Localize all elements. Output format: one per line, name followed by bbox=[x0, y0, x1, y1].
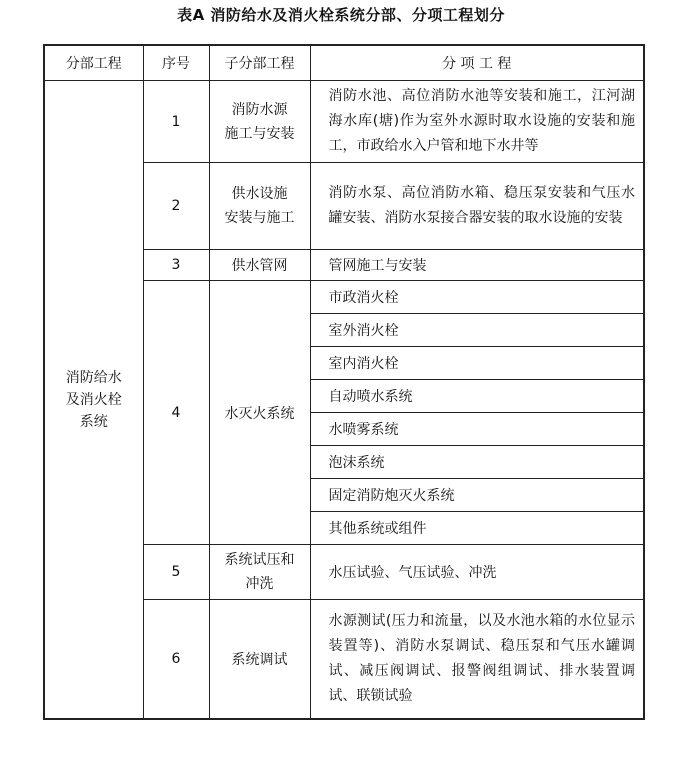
seq-cell: 6 bbox=[143, 600, 209, 720]
division-name-line: 系统 bbox=[79, 413, 108, 430]
subdivision-line: 消防水源 bbox=[231, 101, 288, 118]
header-division: 分部工程 bbox=[44, 45, 143, 81]
item-cell: 室内消火栓 bbox=[310, 347, 644, 380]
seq-cell: 5 bbox=[143, 545, 209, 600]
item-cell: 固定消防炮灭火系统 bbox=[310, 479, 644, 512]
subdivision-cell: 系统调试 bbox=[209, 600, 310, 720]
item-cell: 水喷雾系统 bbox=[310, 413, 644, 446]
subdivision-line: 冲洗 bbox=[245, 576, 274, 592]
subdivision-line: 施工与安装 bbox=[224, 125, 295, 142]
subdivision-cell bbox=[209, 81, 310, 163]
seq-cell: 1 bbox=[143, 81, 209, 163]
header-items: 分 项 工 程 bbox=[310, 45, 644, 81]
subdivision-cell bbox=[209, 545, 310, 600]
table-title: 表A 消防给水及消火栓系统分部、分项工程划分 bbox=[177, 6, 505, 24]
division-name-cell bbox=[44, 81, 143, 720]
item-cell: 消防水泵、高位消防水箱、稳压泵安装和气压水罐安装、消防水泵接合器安装的取水设施的安装 bbox=[310, 163, 644, 250]
item-cell: 消防水池、高位消防水池等安装和施工，江河湖海水库(塘)作为室外水源时取水设施的安装和施工，市政给水入户管和地下水井等 bbox=[310, 81, 644, 163]
item-cell: 水源测试(压力和流量，以及水池水箱的水位显示装置等)、消防水泵调试、稳压泵和气压水罐调试、减压阀调试、报警阀组调试、排水装置调试、联锁试验 bbox=[310, 600, 644, 720]
subdivision-cell: 供水管网 bbox=[209, 250, 310, 281]
item-cell: 其他系统或组件 bbox=[310, 512, 644, 545]
subdivision-line: 供水设施 bbox=[231, 186, 288, 202]
subdivision-cell: 水灭火系统 bbox=[209, 281, 310, 545]
seq-cell: 3 bbox=[143, 250, 209, 281]
header-seq: 序号 bbox=[143, 45, 209, 81]
subdivision-cell bbox=[209, 163, 310, 250]
item-cell: 自动喷水系统 bbox=[310, 380, 644, 413]
subdivision-line: 安装与施工 bbox=[224, 210, 295, 226]
division-name-line: 消防给水 bbox=[65, 369, 122, 386]
seq-cell: 2 bbox=[143, 163, 209, 250]
item-cell: 室外消火栓 bbox=[310, 314, 644, 347]
header-subdivision: 子分部工程 bbox=[209, 45, 310, 81]
table-row bbox=[44, 81, 644, 163]
division-name-line: 及消火栓 bbox=[65, 391, 122, 408]
subdivision-line: 系统试压和 bbox=[224, 552, 295, 568]
item-cell: 管网施工与安装 bbox=[310, 250, 644, 281]
item-cell: 市政消火栓 bbox=[310, 281, 644, 314]
division-table bbox=[43, 44, 645, 720]
item-cell: 泡沫系统 bbox=[310, 446, 644, 479]
item-cell: 水压试验、气压试验、冲洗 bbox=[310, 545, 644, 600]
seq-cell: 4 bbox=[143, 281, 209, 545]
header-row bbox=[44, 45, 644, 81]
